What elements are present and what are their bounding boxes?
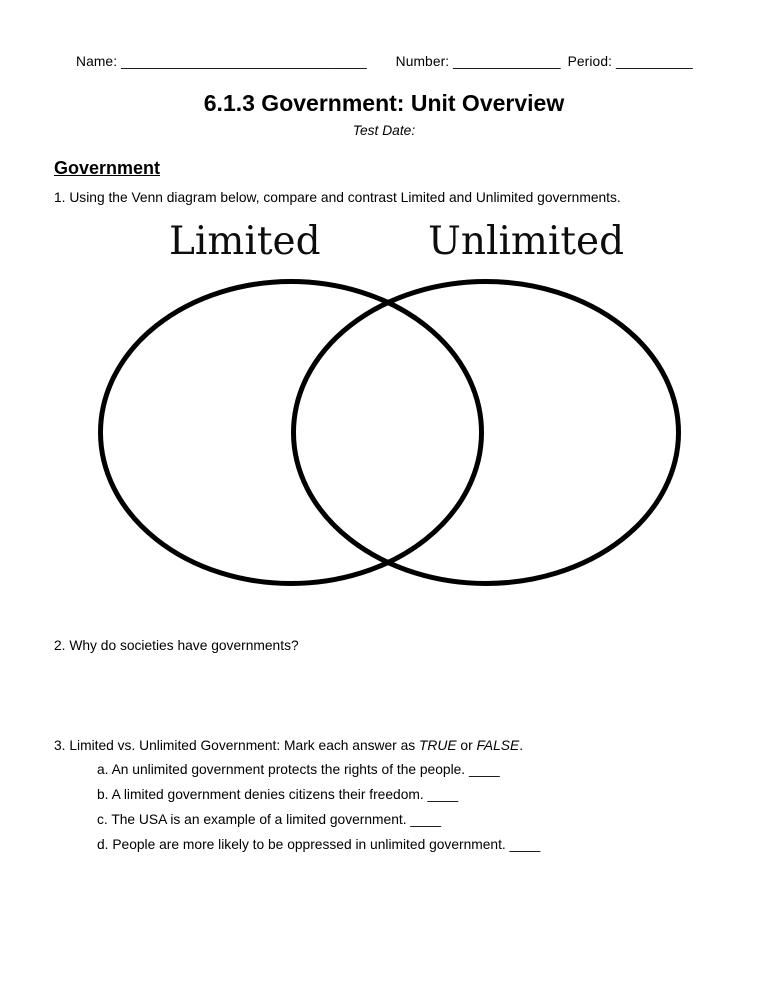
venn-circle-right <box>294 282 679 584</box>
name-blank: ________________________________ <box>121 54 367 69</box>
period-label: Period: <box>567 54 616 69</box>
tf-item-a-text: a. An unlimited government protects the rights of the people. <box>97 762 469 777</box>
number-field-group <box>396 54 561 69</box>
true-word: TRUE <box>419 738 457 753</box>
question-3 <box>54 738 523 753</box>
number-label: Number: <box>395 54 454 69</box>
tf-item-d-answer-blank: ____ <box>509 837 541 852</box>
venn-label-unlimited: Unlimited <box>428 219 625 264</box>
page-title: 6.1.3 Government: Unit Overview <box>203 90 565 116</box>
tf-item-d-text: d. People are more likely to be oppressed in unlimited government. <box>97 837 510 852</box>
question-3-suffix: . <box>519 738 524 753</box>
tf-item-a <box>97 762 500 777</box>
tf-item-b-text: b. A limited government denies citizens their freedom. <box>97 787 428 802</box>
tf-item-a-answer-blank: ____ <box>468 762 500 777</box>
name-field-group <box>76 54 367 69</box>
tf-item-d <box>97 837 540 852</box>
tf-item-b-answer-blank: ____ <box>427 787 459 802</box>
name-number-period-row <box>76 54 693 69</box>
name-label: Name: <box>76 54 122 69</box>
question-3-prefix: 3. Limited vs. Unlimited Government: Mark each answer as <box>54 738 419 753</box>
question-2: 2. Why do societies have governments? <box>54 638 299 653</box>
tf-item-c-text: c. The USA is an example of a limited government. <box>97 812 411 827</box>
question-3-middle: or <box>456 738 477 753</box>
venn-diagram <box>90 272 690 594</box>
tf-item-c-answer-blank: ____ <box>410 812 442 827</box>
tf-item-b <box>97 787 458 802</box>
section-heading-government: Government <box>54 158 161 178</box>
venn-label-limited: Limited <box>169 219 321 264</box>
tf-item-c <box>97 812 441 827</box>
number-blank: ______________ <box>453 54 561 69</box>
false-word: FALSE <box>476 738 520 753</box>
period-blank: __________ <box>615 54 693 69</box>
test-date-label: Test Date: <box>352 123 416 138</box>
period-field-group <box>568 54 693 69</box>
question-1: 1. Using the Venn diagram below, compare and contrast Limited and Unlimited governments. <box>54 190 621 205</box>
